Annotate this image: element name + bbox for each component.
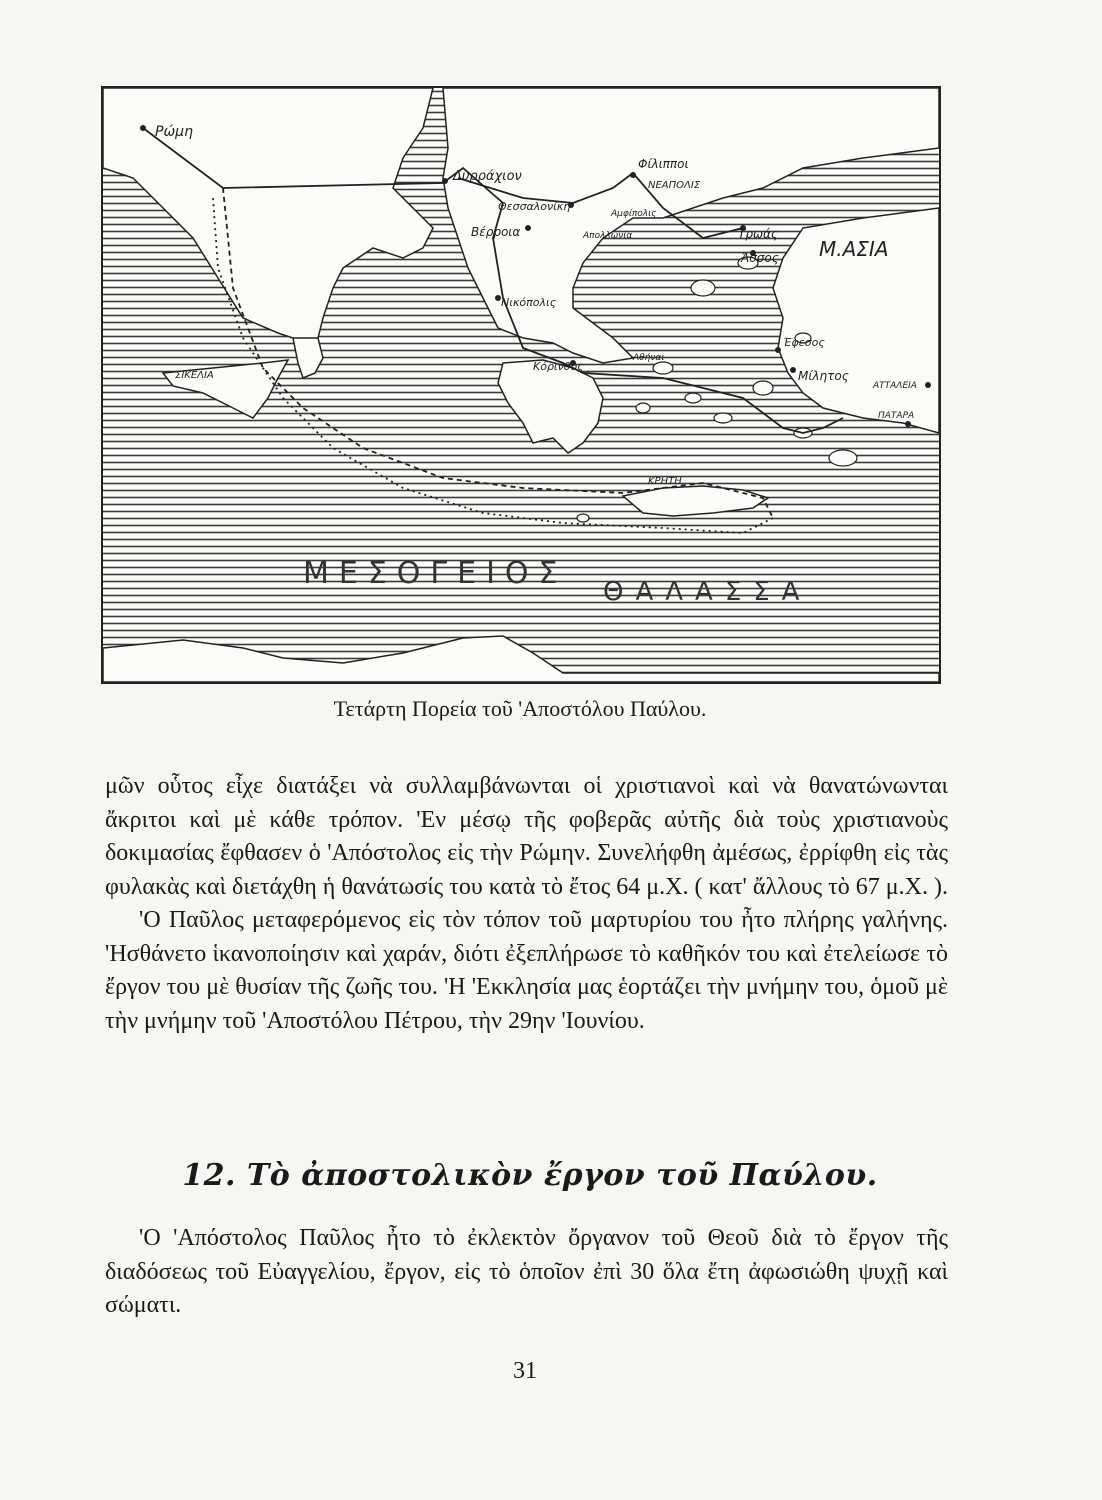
map-label-sea-2: ΘΑΛΑΣΣΑ [603, 577, 812, 607]
map-label-athens: Αθήναι [633, 353, 665, 363]
map-label-thessaloniki: Θεσσαλονίκη [498, 200, 571, 213]
paragraph-3: 'Ο 'Απόστολος Παῦλος ἦτο τὸ ἐκλεκτὸν ὄργανον τοῦ Θεοῦ διὰ τὸ ἔργον τῆς διαδόσεως τοῦ Εὐαγγελίου, ἔργον, εἰς τὸ ὁποῖον ἐπὶ 30 ὅλα ἔτη ἀφωσιώθη ψυχῇ καὶ σώματι. [105, 1225, 948, 1318]
map-label-nikopolis: Νικόπολις [501, 296, 557, 309]
route-map [101, 86, 941, 684]
map-label-troas: Τρωάς [738, 227, 778, 241]
map-label-ephesus: Έφεσος [783, 336, 825, 349]
map-label-neapolis: ΝΕΑΠΟΛΙΣ [648, 180, 701, 191]
map-label-dyrrachium: Δυρράχιον [453, 169, 522, 184]
map-label-apollonia: Απολλωνία [583, 231, 633, 241]
map-label-attaleia: ΑΤΤΑΛΕΙΑ [873, 381, 917, 391]
map-label-amphipolis: Αμφίπολις [611, 209, 657, 219]
paragraph-2: 'Ο Παῦλος μεταφερόμενος εἰς τὸν τόπον τοῦ μαρτυρίου του ἦτο πλήρης γαλήνης. 'Ησθάνετο ἱκανοποίησιν καὶ χαράν, διότι ἐξεπλήρωσε τὸ καθῆκόν του καὶ ἐτελείωσε τὸ ἔργον του μὲ θυσίαν τῆς ζωῆς του. 'Η 'Εκκλησία μας ἑορτάζει τὴν μνήμην του, ὁμοῦ μὲ τὴν μνήμην τοῦ 'Αποστόλου Πέτρου, τὴν 29ην 'Ιουνίου. [105, 907, 948, 1034]
paragraph-1: μῶν οὗτος εἶχε διατάξει νὰ συλλαμβάνωνται οἱ χριστιανοὶ καὶ νὰ θανατώνωνται ἄκριτοι καὶ μὲ κάθε τρόπον. 'Εν μέσῳ τῆς φοβερᾶς αὐτῆς διὰ τοὺς χριστιανοὺς δοκιμασίας ἔφθασεν ὁ 'Απόστολος εἰς τὴν Ρώμην. Συνελήφθη ἀμέσως, ἐρρίφθη εἰς τὰς φυλακὰς καὶ διετάχθη ἡ θανάτωσίς του κατὰ τὸ ἔτος 64 μ.Χ. ( κατ' ἄλλους τὸ 67 μ.Χ. ). [105, 773, 948, 900]
map-label-corinth: Κόρινθος [533, 360, 584, 373]
map-illustration [103, 88, 939, 682]
map-label-patara: ΠΑΤΑΡΑ [878, 411, 915, 421]
map-label-sea-1: ΜΕΣΟΓΕΙΟΣ [303, 556, 568, 591]
page-number: 31 [513, 1358, 537, 1384]
map-caption: Τετάρτη Πορεία τοῦ 'Αποστόλου Παύλου. [333, 696, 707, 721]
map-label-asia: Μ.ΑΣΙΑ [819, 237, 889, 261]
map-label-philippi: Φίλιπποι [638, 157, 689, 171]
section-heading: 12. Τὸ ἀποστολικὸν ἔργον τοῦ Παύλου. [182, 1158, 878, 1193]
map-label-rome: Ρώμη [155, 124, 193, 140]
map-label-assos: Άσσος [741, 251, 779, 265]
body-text-top [105, 770, 948, 1038]
map-label-veroia: Βέρροια [471, 225, 521, 239]
map-label-miletus: Μίλητος [798, 369, 849, 383]
map-label-sicily: ΣΙΚΕΛΙΑ [175, 370, 214, 381]
body-text-bottom [105, 1222, 948, 1323]
map-label-crete: ΚΡΗΤΗ [648, 476, 682, 487]
